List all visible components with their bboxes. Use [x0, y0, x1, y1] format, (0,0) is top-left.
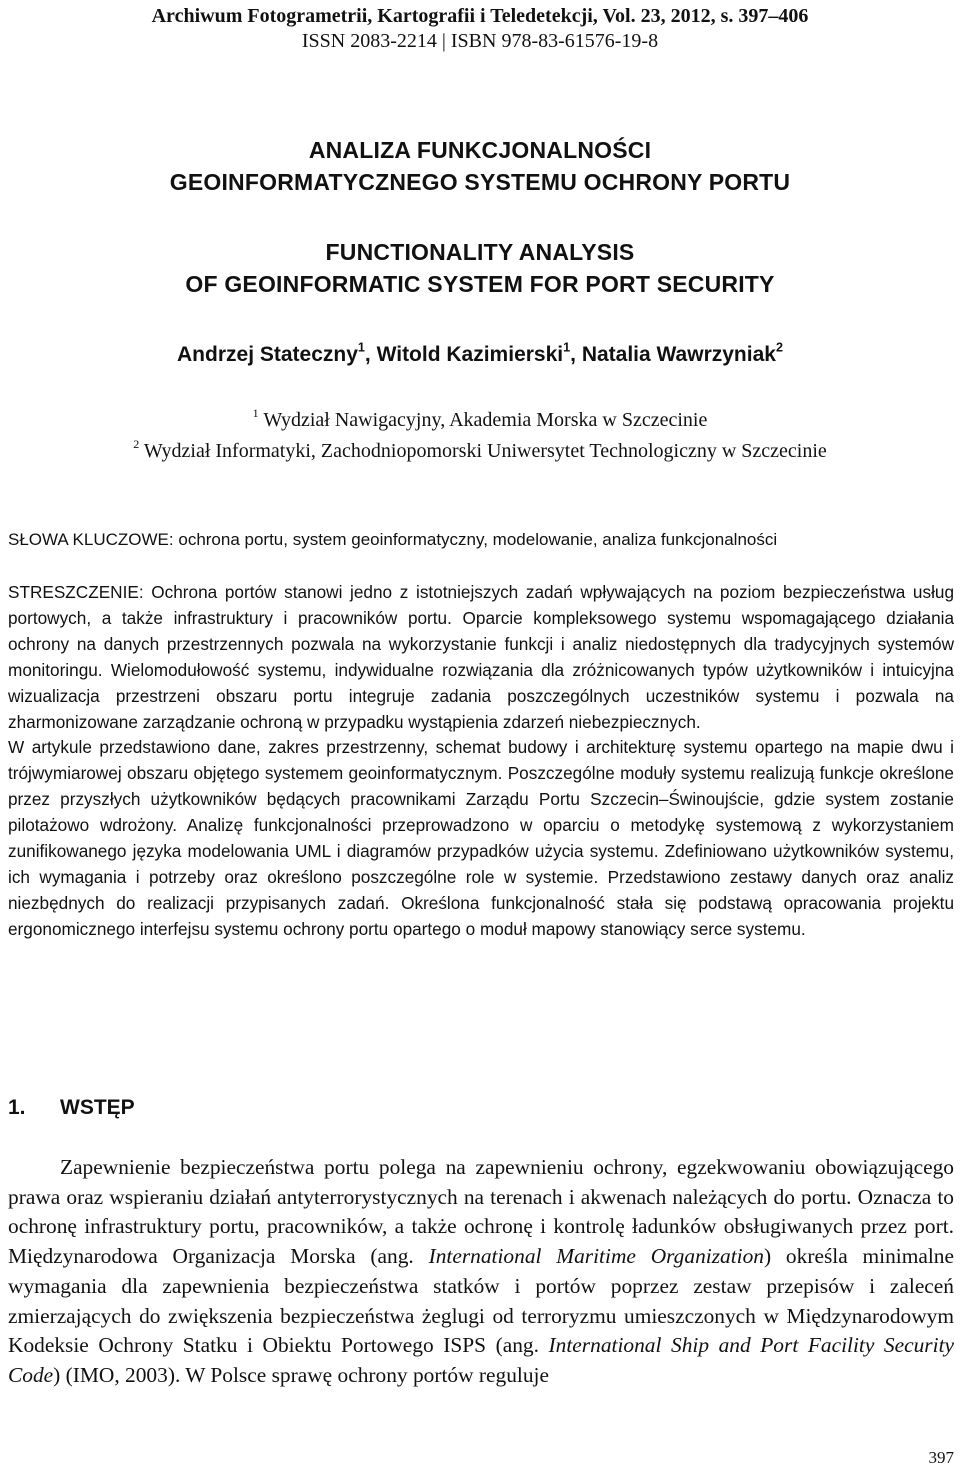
abstract — [8, 580, 954, 943]
body-text-segment: ) określa minimalne wymagania dla zapewnienia bezpieczeństwa statków i portów poprzez zestaw przepisów i zaleceń zmierzających do zwiększenia bezpieczeństwa żeglugi od terroryzmu umieszczonych w Międzynarodowym Kodeksie Ochrony Statku i Obiektu Portowego ISPS (ang. — [8, 1244, 954, 1358]
affiliation-marker: 1 — [252, 406, 259, 420]
keywords — [8, 528, 954, 552]
title-polish-line-1: ANALIZA FUNKCJONALNOŚCI — [308, 137, 652, 163]
body-text-segment: ) (IMO, 2003). W Polsce sprawę ochrony portów reguluje — [53, 1362, 549, 1387]
section-title: WSTĘP — [60, 1096, 135, 1119]
author-affiliation-marker: 1 — [563, 340, 571, 355]
author-affiliation-marker: 1 — [357, 340, 365, 355]
author-list — [0, 340, 960, 370]
page-number: 397 — [928, 1448, 954, 1467]
author-affiliation-marker: 2 — [775, 340, 783, 355]
title-english — [0, 236, 960, 300]
abstract-text: Ochrona portów stanowi jedno z istotniejszych zadań wpływających na poziom bezpieczeństwa usług portowych, a także infrastruktury i pracowników portu. Oparcie kompleksowego systemu wspomagającego działania ochrony na danych przestrzennych pozwala na wykorzystanie funkcji i analiz niedostępnych dla tradycyjnych systemów monitoringu. Wielomodułowość systemu, indywidualne rozwiązania dla zróżnicowanych typów użytkowników i intuicyjna wizualizacja przestrzeni obszaru portu integruje zadania poszczególnych uczestników systemu i pozwala na zharmonizowane zarządzanie ochroną w przypadku wystąpienia zdarzeń niebezpiecznych. — [8, 582, 954, 732]
abstract-paragraph: W artykule przedstawiono dane, zakres przestrzenny, schemat budowy i architekturę systemu opartego na mapie dwu i trójwymiarowej obszaru objętego systemem geoinformatycznym. Poszczególne moduły systemu realizują funkcje określone przez przyszłych użytkowników będących pracownikami Zarządu Portu Szczecin–Świnoujście, gdzie system zostanie pilotażowo wdrożony. Analizę funkcjonalności przeprowadzono w oparciu o metodykę systemową z wykorzystaniem zunifikowanego języka modelowania UML i diagramów przypadków użycia systemu. Zdefiniowano użytkowników systemu, ich wymagania i potrzeby oraz określono poszczególne role w systemie. Przedstawiono zestawy danych oraz analiz niezbędnych do realizacji przypisanych zadań. Określona funkcjonalność stała się podstawą opracowania projektu ergonomicznego interfejsu systemu ochrony portu opartego o moduł mapowy stanowiący serce systemu. — [8, 737, 954, 939]
journal-header: Archiwum Fotogrametrii, Kartografii i Teledetekcji, Vol. 23, 2012, s. 397–406 — [151, 5, 809, 27]
abstract-label: STRESZCZENIE: — [8, 582, 144, 602]
body-italic-term: International Ship and Port Facility Security Code — [8, 1333, 955, 1387]
body-italic-term: International Maritime Organization — [428, 1244, 764, 1269]
keywords-label: SŁOWA KLUCZOWE: — [8, 530, 174, 549]
keywords-text: ochrona portu, system geoinformatyczny, modelowanie, analiza funkcjonalności — [178, 530, 778, 549]
author-name: Natalia Wawrzyniak — [581, 343, 776, 366]
author-separator: , — [364, 343, 377, 366]
title-polish-line-2: GEOINFORMATYCZNEGO SYSTEMU OCHRONY PORTU — [169, 169, 791, 195]
affiliation-marker: 2 — [133, 437, 140, 451]
section-number: 1. — [8, 1096, 26, 1119]
author-separator: , — [570, 343, 582, 366]
title-english-line-2: OF GEOINFORMATIC SYSTEM FOR PORT SECURITY — [185, 271, 775, 297]
author-name: Witold Kazimierski — [376, 343, 564, 366]
body-text-segment: Zapewnienie bezpieczeństwa portu polega na zapewnieniu ochrony, egzekwowaniu obowiązującego prawa oraz wspieraniu działań antyterrorystycznych na terenach i akwenach należących do portu. Oznacza to ochronę infrastruktury portu, pracowników, a także ochronę i kontrolę ładunków obsługiwanych przez port. Międzynarodowa Organizacja Morska (ang. — [8, 1155, 954, 1269]
affiliation-text: Wydział Nawigacyjny, Akademia Morska w Szczecinie — [263, 409, 708, 431]
body-paragraph — [8, 1153, 954, 1391]
affiliation-text: Wydział Informatyki, Zachodniopomorski Uniwersytet Technologiczny w Szczecinie — [143, 440, 827, 462]
affiliation-2 — [0, 437, 960, 465]
title-polish — [0, 134, 960, 198]
abstract-paragraph — [8, 580, 954, 735]
body-text — [8, 1153, 954, 1391]
affiliation-1 — [0, 406, 960, 434]
section-heading — [8, 1094, 135, 1122]
issn-line: ISSN 2083-2214 | ISBN 978-83-61576-19-8 — [301, 30, 659, 52]
title-english-line-1: FUNCTIONALITY ANALYSIS — [325, 239, 635, 265]
author-name: Andrzej Stateczny — [177, 343, 358, 366]
